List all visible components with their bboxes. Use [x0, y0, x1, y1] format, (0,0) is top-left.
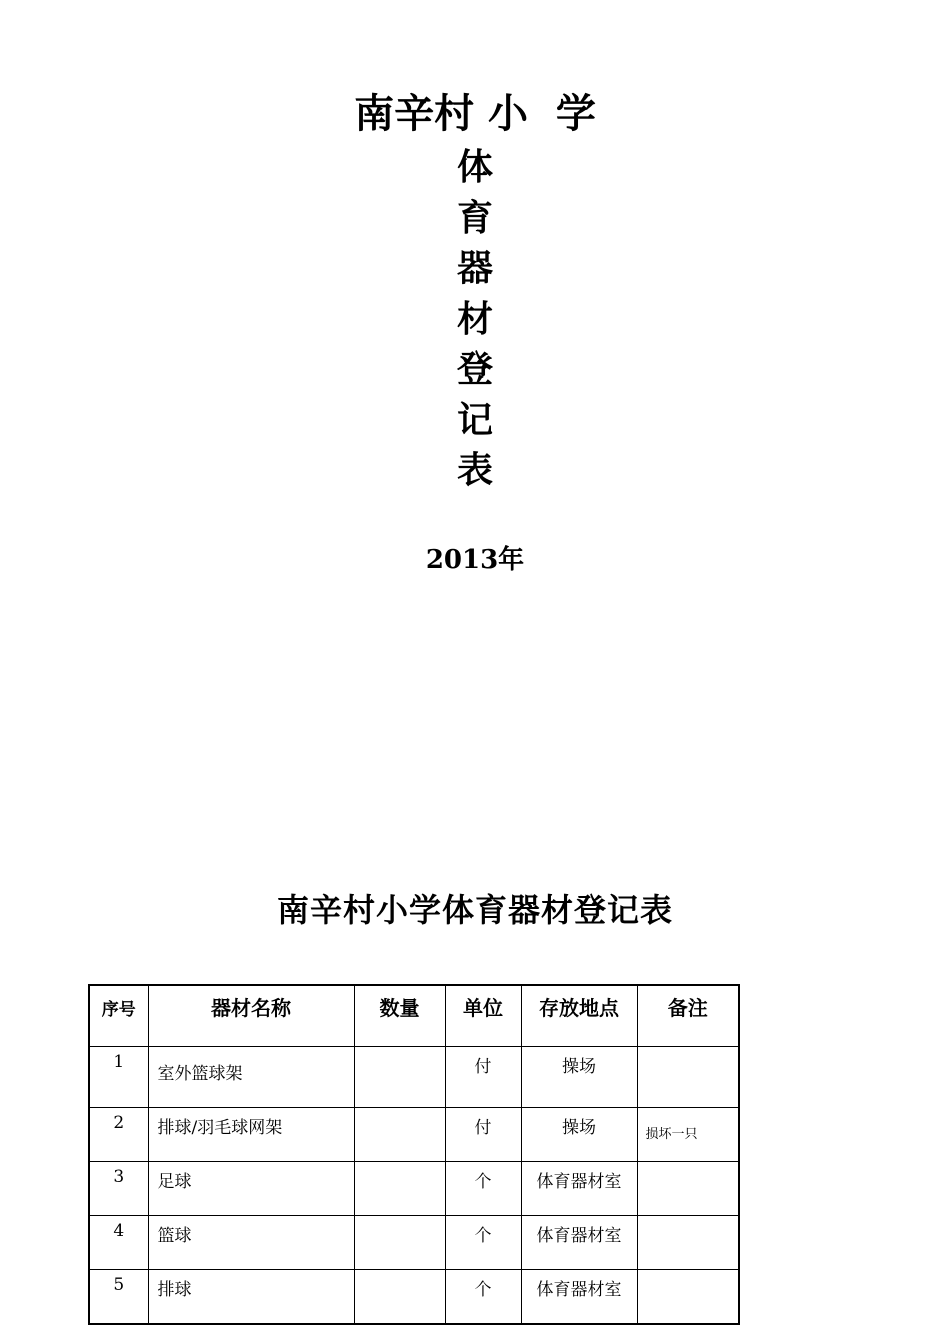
cell-quantity	[354, 1108, 445, 1162]
cell-unit: 个	[445, 1270, 521, 1325]
cell-location: 体育器材室	[521, 1162, 637, 1216]
cell-unit: 付	[445, 1108, 521, 1162]
cell-location: 操场	[521, 1108, 637, 1162]
cell-location: 操场	[521, 1047, 637, 1108]
cell-note	[637, 1216, 739, 1270]
vertical-title	[425, 142, 525, 496]
cell-note	[637, 1047, 739, 1108]
cell-name: 足球	[148, 1162, 354, 1216]
cell-no: 2	[89, 1108, 148, 1162]
cell-location: 体育器材室	[521, 1270, 637, 1325]
table-title: 南辛村小学体育器材登记表	[276, 891, 673, 929]
cell-quantity	[354, 1162, 445, 1216]
cell-no: 1	[89, 1047, 148, 1108]
cell-quantity	[354, 1047, 445, 1108]
column-header-unit: 单位	[445, 985, 521, 1047]
cell-location: 体育器材室	[521, 1216, 637, 1270]
cell-name: 室外篮球架	[148, 1047, 354, 1108]
cell-quantity	[354, 1216, 445, 1270]
cell-unit: 个	[445, 1162, 521, 1216]
vertical-title-char: 育	[456, 196, 493, 239]
table-row	[89, 1216, 739, 1270]
table-row	[89, 1108, 739, 1162]
vertical-title-char: 体	[456, 146, 493, 188]
cell-unit: 个	[445, 1216, 521, 1270]
cell-note	[637, 1162, 739, 1216]
cell-no: 4	[89, 1216, 148, 1270]
table-header-row	[89, 985, 739, 1047]
column-header-note: 备注	[637, 985, 739, 1047]
cell-no: 5	[89, 1270, 148, 1325]
cell-name: 排球	[148, 1270, 354, 1325]
vertical-title-char: 登	[456, 348, 493, 390]
year-label: 2013年	[425, 545, 525, 575]
cell-name: 篮球	[148, 1216, 354, 1270]
cell-unit: 付	[445, 1047, 521, 1108]
equipment-register-table	[88, 984, 740, 1325]
cell-note	[637, 1270, 739, 1325]
column-header-quantity: 数量	[354, 985, 445, 1047]
column-header-location: 存放地点	[521, 985, 637, 1047]
vertical-title-char: 记	[456, 398, 493, 441]
table-row	[89, 1162, 739, 1216]
column-header-name: 器材名称	[148, 985, 354, 1047]
vertical-title-char: 材	[456, 297, 493, 340]
vertical-title-char: 表	[456, 449, 493, 491]
school-title: 南辛村 小 学	[354, 90, 596, 137]
table-row	[89, 1270, 739, 1325]
cell-note: 损坏一只	[637, 1108, 739, 1162]
cell-quantity	[354, 1270, 445, 1325]
table-row	[89, 1047, 739, 1108]
column-header-no: 序号	[89, 985, 148, 1047]
cell-name: 排球/羽毛球网架	[148, 1108, 354, 1162]
cell-no: 3	[89, 1162, 148, 1216]
vertical-title-char: 器	[456, 247, 493, 289]
